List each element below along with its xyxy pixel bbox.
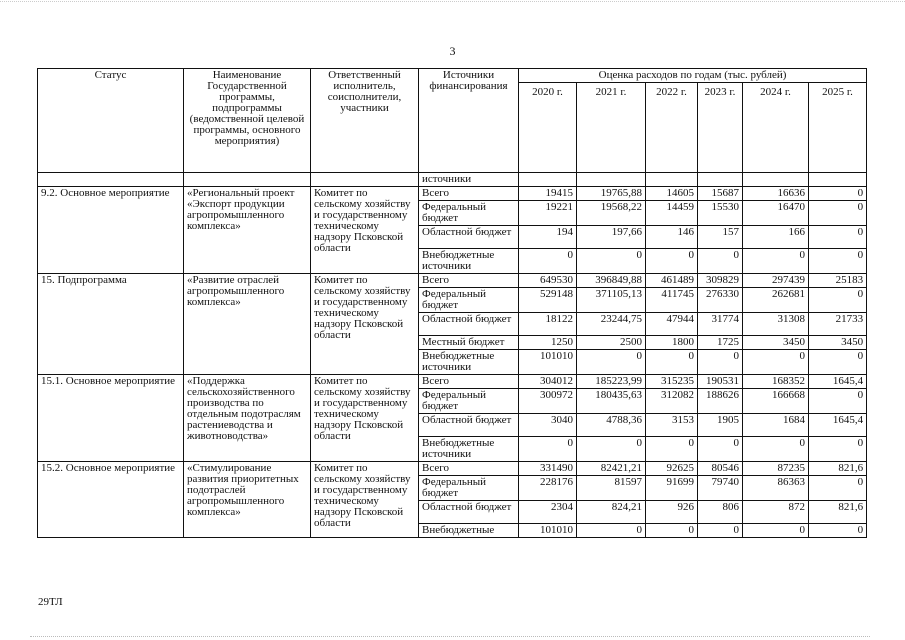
funding-source: Областной бюджет xyxy=(419,414,519,437)
cost-value: 0 xyxy=(577,350,646,375)
cost-value: 304012 xyxy=(519,375,577,389)
cost-value: 194 xyxy=(519,226,577,249)
cost-value: 92625 xyxy=(646,462,698,476)
header-responsible: Ответственный исполнитель, соисполнители, участники xyxy=(311,69,419,173)
cost-value: 262681 xyxy=(743,288,809,313)
cost-value: 166 xyxy=(743,226,809,249)
funding-source: Всего xyxy=(419,375,519,389)
block-responsible: Комитет по сельскому хозяйству и государственному техническому надзору Псковской области xyxy=(311,187,419,274)
table-row xyxy=(38,462,867,476)
cost-value: 168352 xyxy=(743,375,809,389)
cost-value: 0 xyxy=(698,350,743,375)
cost-value: 15687 xyxy=(698,187,743,201)
block-responsible: Комитет по сельскому хозяйству и государственному техническому надзору Псковской области xyxy=(311,375,419,462)
header-year: 2023 г. xyxy=(698,83,743,173)
cost-value: 872 xyxy=(743,501,809,524)
header-year: 2024 г. xyxy=(743,83,809,173)
cost-value: 0 xyxy=(646,524,698,538)
cost-value: 0 xyxy=(519,437,577,462)
cost-value: 0 xyxy=(809,249,867,274)
cost-value: 821,6 xyxy=(809,462,867,476)
cost-value: 101010 xyxy=(519,524,577,538)
cost-value: 926 xyxy=(646,501,698,524)
cost-value: 31308 xyxy=(743,313,809,336)
budget-table xyxy=(37,68,867,538)
header-name: Наименование Государственной программы, подпрограммы (ведомственной целевой программы, основного мероприятия) xyxy=(184,69,311,173)
cost-value: 197,66 xyxy=(577,226,646,249)
cost-value: 276330 xyxy=(698,288,743,313)
cost-value: 190531 xyxy=(698,375,743,389)
funding-source: Областной бюджет xyxy=(419,226,519,249)
block-responsible: Комитет по сельскому хозяйству и государственному техническому надзору Псковской области xyxy=(311,274,419,375)
cost-value: 821,6 xyxy=(809,501,867,524)
continued-empty-cell xyxy=(184,173,311,187)
cost-value: 371105,13 xyxy=(577,288,646,313)
cost-value: 806 xyxy=(698,501,743,524)
cost-value: 411745 xyxy=(646,288,698,313)
block-status: 9.2. Основное мероприятие xyxy=(38,187,184,274)
cost-value: 3450 xyxy=(809,336,867,350)
cost-value: 297439 xyxy=(743,274,809,288)
table-row xyxy=(38,375,867,389)
cost-value: 79740 xyxy=(698,476,743,501)
cost-value: 461489 xyxy=(646,274,698,288)
cost-value: 0 xyxy=(646,350,698,375)
cost-value: 3450 xyxy=(743,336,809,350)
cost-value: 146 xyxy=(646,226,698,249)
cost-value: 396849,88 xyxy=(577,274,646,288)
continued-source: источники xyxy=(419,173,519,187)
cost-value: 824,21 xyxy=(577,501,646,524)
cost-value: 315235 xyxy=(646,375,698,389)
cost-value: 19765,88 xyxy=(577,187,646,201)
cost-value: 185223,99 xyxy=(577,375,646,389)
funding-source: Внебюджетные xyxy=(419,524,519,538)
cost-value: 157 xyxy=(698,226,743,249)
cost-value: 1800 xyxy=(646,336,698,350)
cost-value: 0 xyxy=(743,350,809,375)
cost-value: 4788,36 xyxy=(577,414,646,437)
cost-value: 0 xyxy=(519,249,577,274)
continued-empty-cell xyxy=(38,173,184,187)
header-year: 2021 г. xyxy=(577,83,646,173)
cost-value: 101010 xyxy=(519,350,577,375)
cost-value: 31774 xyxy=(698,313,743,336)
cost-value: 25183 xyxy=(809,274,867,288)
cost-value: 0 xyxy=(809,187,867,201)
block-status: 15. Подпрограмма xyxy=(38,274,184,375)
funding-source: Всего xyxy=(419,274,519,288)
cost-value: 649530 xyxy=(519,274,577,288)
page-footer: 29ТЛ xyxy=(38,596,63,608)
cost-value: 0 xyxy=(809,476,867,501)
cost-value: 0 xyxy=(743,437,809,462)
header-costs: Оценка расходов по годам (тыс. рублей) xyxy=(519,69,867,83)
cost-value: 16636 xyxy=(743,187,809,201)
cost-value: 16470 xyxy=(743,201,809,226)
continued-empty-cell xyxy=(519,173,577,187)
cost-value: 0 xyxy=(809,524,867,538)
scan-edge-top xyxy=(0,1,905,2)
funding-source: Внебюджетные источники xyxy=(419,437,519,462)
cost-value: 3040 xyxy=(519,414,577,437)
cost-value: 2304 xyxy=(519,501,577,524)
funding-source: Всего xyxy=(419,462,519,476)
continued-empty-cell xyxy=(577,173,646,187)
cost-value: 14605 xyxy=(646,187,698,201)
cost-value: 0 xyxy=(577,437,646,462)
cost-value: 166668 xyxy=(743,389,809,414)
cost-value: 180435,63 xyxy=(577,389,646,414)
table-row xyxy=(38,187,867,201)
cost-value: 188626 xyxy=(698,389,743,414)
continued-empty-cell xyxy=(311,173,419,187)
cost-value: 19415 xyxy=(519,187,577,201)
cost-value: 0 xyxy=(698,524,743,538)
funding-source: Местный бюджет xyxy=(419,336,519,350)
cost-value: 1250 xyxy=(519,336,577,350)
funding-source: Федеральный бюджет xyxy=(419,476,519,501)
cost-value: 0 xyxy=(809,437,867,462)
cost-value: 0 xyxy=(809,201,867,226)
cost-value: 1645,4 xyxy=(809,375,867,389)
funding-source: Федеральный бюджет xyxy=(419,201,519,226)
cost-value: 1905 xyxy=(698,414,743,437)
block-status: 15.2. Основное мероприятие xyxy=(38,462,184,538)
header-year: 2020 г. xyxy=(519,83,577,173)
block-status: 15.1. Основное мероприятие xyxy=(38,375,184,462)
funding-source: Областной бюджет xyxy=(419,501,519,524)
cost-value: 228176 xyxy=(519,476,577,501)
continued-empty-cell xyxy=(743,173,809,187)
cost-value: 19221 xyxy=(519,201,577,226)
cost-value: 3153 xyxy=(646,414,698,437)
header-sources: Источники финансирования xyxy=(419,69,519,173)
cost-value: 81597 xyxy=(577,476,646,501)
continued-row xyxy=(38,173,867,187)
cost-value: 300972 xyxy=(519,389,577,414)
funding-source: Внебюджетные источники xyxy=(419,350,519,375)
cost-value: 1645,4 xyxy=(809,414,867,437)
cost-value: 15530 xyxy=(698,201,743,226)
continued-empty-cell xyxy=(646,173,698,187)
header-year: 2022 г. xyxy=(646,83,698,173)
block-name: «Стимулирование развития приоритетных подотраслей агропромышленного комплекса» xyxy=(184,462,311,538)
cost-value: 0 xyxy=(577,524,646,538)
funding-source: Областной бюджет xyxy=(419,313,519,336)
cost-value: 23244,75 xyxy=(577,313,646,336)
funding-source: Всего xyxy=(419,187,519,201)
cost-value: 0 xyxy=(809,389,867,414)
cost-value: 0 xyxy=(809,350,867,375)
cost-value: 19568,22 xyxy=(577,201,646,226)
cost-value: 0 xyxy=(698,437,743,462)
cost-value: 80546 xyxy=(698,462,743,476)
cost-value: 0 xyxy=(646,437,698,462)
cost-value: 309829 xyxy=(698,274,743,288)
header-status: Статус xyxy=(38,69,184,173)
cost-value: 0 xyxy=(646,249,698,274)
cost-value: 0 xyxy=(577,249,646,274)
continued-empty-cell xyxy=(698,173,743,187)
block-name: «Региональный проект «Экспорт продукции агропромышленного комплекса» xyxy=(184,187,311,274)
header-row xyxy=(38,69,867,83)
cost-value: 312082 xyxy=(646,389,698,414)
cost-value: 0 xyxy=(809,288,867,313)
cost-value: 1684 xyxy=(743,414,809,437)
page-number: 3 xyxy=(449,44,456,58)
cost-value: 21733 xyxy=(809,313,867,336)
cost-value: 1725 xyxy=(698,336,743,350)
block-name: «Развитие отраслей агропромышленного комплекса» xyxy=(184,274,311,375)
cost-value: 331490 xyxy=(519,462,577,476)
continued-empty-cell xyxy=(809,173,867,187)
cost-value: 82421,21 xyxy=(577,462,646,476)
cost-value: 0 xyxy=(809,226,867,249)
cost-value: 14459 xyxy=(646,201,698,226)
funding-source: Федеральный бюджет xyxy=(419,288,519,313)
cost-value: 86363 xyxy=(743,476,809,501)
cost-value: 91699 xyxy=(646,476,698,501)
cost-value: 0 xyxy=(743,524,809,538)
cost-value: 0 xyxy=(698,249,743,274)
block-responsible: Комитет по сельскому хозяйству и государственному техническому надзору Псковской области xyxy=(311,462,419,538)
block-name: «Поддержка сельскохозяйственного производства по отдельным подотраслям растениеводства и животноводства» xyxy=(184,375,311,462)
table-row xyxy=(38,274,867,288)
cost-value: 18122 xyxy=(519,313,577,336)
cost-value: 529148 xyxy=(519,288,577,313)
cost-value: 47944 xyxy=(646,313,698,336)
funding-source: Внебюджетные источники xyxy=(419,249,519,274)
cost-value: 87235 xyxy=(743,462,809,476)
funding-source: Федеральный бюджет xyxy=(419,389,519,414)
cost-value: 2500 xyxy=(577,336,646,350)
header-year: 2025 г. xyxy=(809,83,867,173)
cost-value: 0 xyxy=(743,249,809,274)
scan-edge-bottom xyxy=(30,636,870,637)
